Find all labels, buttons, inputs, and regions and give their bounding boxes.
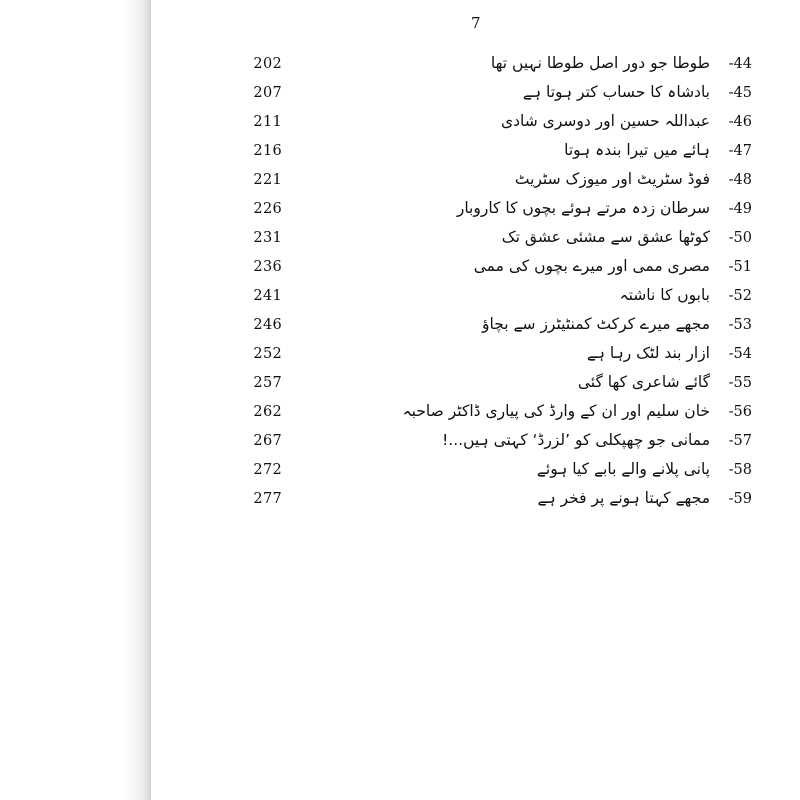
toc-page-number: 262 [253, 404, 282, 420]
toc-entry-title: فوڈ سٹریٹ اور میوزک سٹریٹ [514, 170, 710, 188]
toc-page-number: 277 [253, 491, 282, 507]
toc-page-number: 231 [253, 230, 282, 246]
toc-page-number: 257 [253, 375, 282, 391]
toc-row[interactable] [212, 286, 754, 315]
toc-entry-title: طوطا جو دور اصل طوطا نہیں تھا [490, 54, 710, 72]
toc-entry-title: بابوں کا ناشتہ [619, 286, 710, 304]
toc-page-number: 221 [253, 172, 282, 188]
toc-row[interactable] [212, 489, 754, 518]
toc-entry-number: 54- [728, 346, 752, 362]
toc-page-number: 211 [253, 114, 282, 130]
toc-row[interactable] [212, 373, 754, 402]
toc-page-number: 236 [253, 259, 282, 275]
toc-entry-number: 52- [728, 288, 752, 304]
toc-entry-title: بادشاہ کا حساب کتر ہوتا ہے [522, 83, 710, 101]
toc-entry-title: سرطان زدہ مرتے ہوئے بچوں کا کاروبار [456, 199, 710, 217]
toc-entry-title: مجھے میرے کرکٹ کمنٹیٹرز سے بچاؤ [482, 315, 710, 333]
toc-entry-title: ازار بند لٹک رہا ہے [586, 344, 710, 362]
toc-entry-number: 44- [728, 56, 752, 72]
toc-entry-title: مصری ممی اور میرے بچوں کی ممی [473, 257, 710, 275]
toc-entry-title: کوٹھا عشق سے مشئی عشق تک [501, 228, 710, 246]
toc-row[interactable] [212, 112, 754, 141]
page-binding-line [150, 0, 151, 800]
toc-entry-number: 57- [728, 433, 752, 449]
toc-row[interactable] [212, 54, 754, 83]
toc-entry-number: 59- [728, 491, 752, 507]
toc-entry-number: 53- [728, 317, 752, 333]
toc-entry-number: 55- [728, 375, 752, 391]
toc-entry-title: پانی پلانے والے بابے کیا ہوئے [536, 460, 710, 478]
toc-row[interactable] [212, 141, 754, 170]
toc-entry-title: عبداللہ حسین اور دوسری شادی [501, 112, 710, 130]
toc-page-number: 207 [253, 85, 282, 101]
toc-page-number: 267 [253, 433, 282, 449]
toc-entry-number: 46- [728, 114, 752, 130]
toc-row[interactable] [212, 460, 754, 489]
toc-entry-title: ہائے میں تیرا بندہ ہوتا [564, 141, 710, 159]
toc-row[interactable] [212, 257, 754, 286]
toc-row[interactable] [212, 170, 754, 199]
toc-row[interactable] [212, 199, 754, 228]
toc-row[interactable] [212, 83, 754, 112]
toc-row[interactable] [212, 315, 754, 344]
toc-page-number: 226 [253, 201, 282, 217]
toc-entry-title: مجھے کہتا ہونے پر فخر ہے [537, 489, 710, 507]
toc-entry-number: 51- [728, 259, 752, 275]
toc-entry-number: 45- [728, 85, 752, 101]
toc-page-number: 252 [253, 346, 282, 362]
toc-entry-number: 56- [728, 404, 752, 420]
page-number: 7 [470, 14, 482, 32]
page-binding-shadow [0, 0, 150, 800]
toc-entry-title: ممانی جو چھپکلی کو ’لزرڈ‘ کہتی ہیں...! [442, 431, 710, 449]
toc-entry-number: 58- [728, 462, 752, 478]
page-content [152, 0, 800, 800]
toc-entry-title: گائے شاعری کھا گئی [577, 373, 710, 391]
toc-row[interactable] [212, 228, 754, 257]
toc-entry-title: خان سلیم اور ان کے وارڈ کی پیاری ڈاکٹر صاحبہ [402, 402, 710, 420]
table-of-contents [152, 54, 800, 518]
toc-entry-number: 49- [728, 201, 752, 217]
toc-page-number: 272 [253, 462, 282, 478]
toc-entry-number: 50- [728, 230, 752, 246]
toc-row[interactable] [212, 344, 754, 373]
toc-page-number: 246 [253, 317, 282, 333]
toc-page-number: 216 [253, 143, 282, 159]
toc-entry-number: 48- [728, 172, 752, 188]
toc-entry-number: 47- [728, 143, 752, 159]
toc-page-number: 202 [253, 56, 282, 72]
toc-row[interactable] [212, 431, 754, 460]
toc-row[interactable] [212, 402, 754, 431]
toc-page-number: 241 [253, 288, 282, 304]
